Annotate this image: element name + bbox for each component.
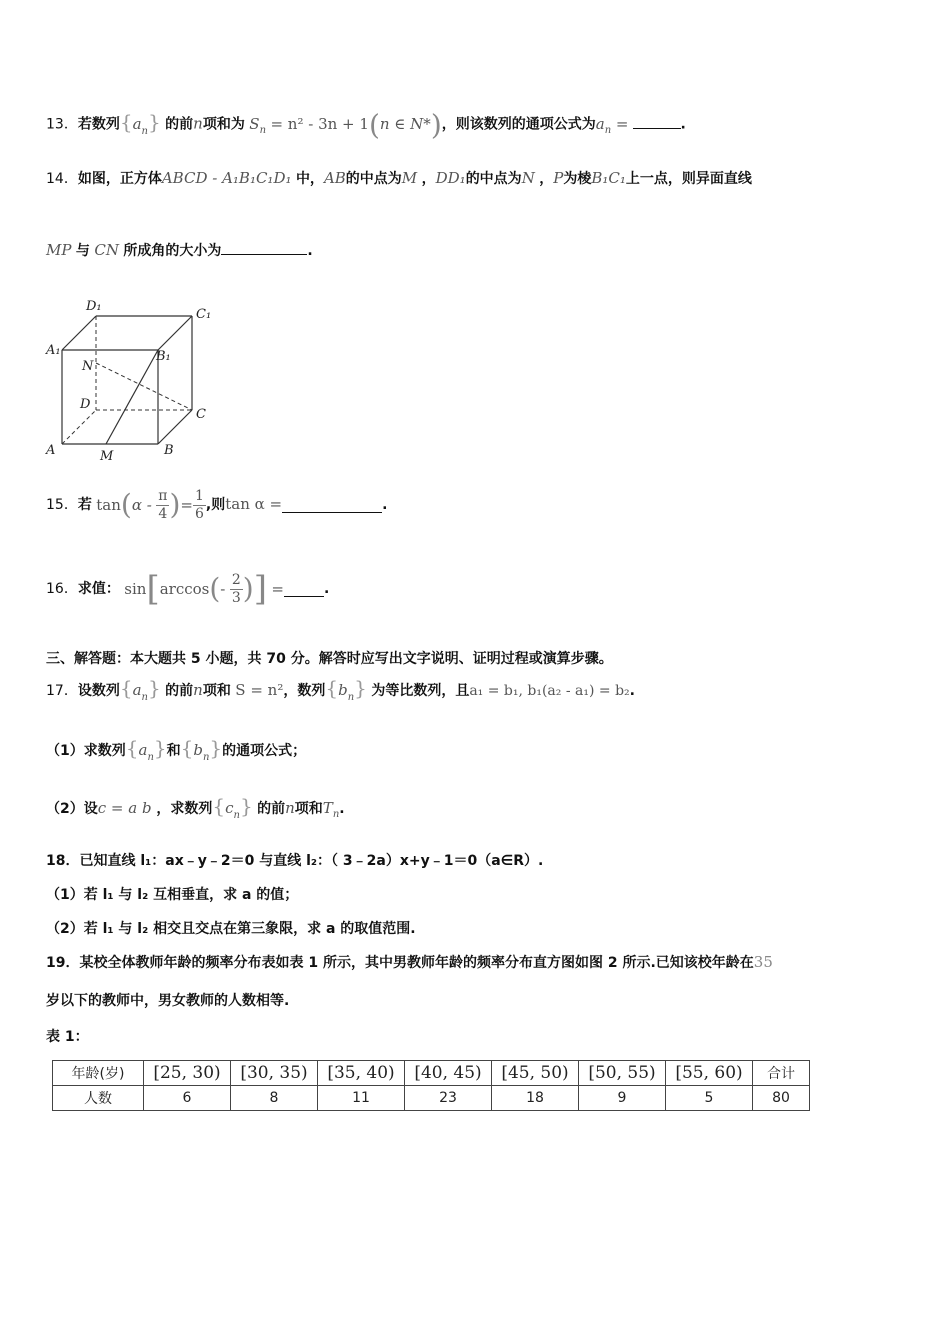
q13-n: n <box>193 114 203 133</box>
q16-number: 16． <box>46 581 78 597</box>
q14-number: 14． <box>46 171 78 187</box>
q15-number: 15． <box>46 497 78 513</box>
q17-number: 17． <box>46 683 78 699</box>
q15-answer-blank[interactable] <box>282 498 382 513</box>
q16-answer-blank[interactable] <box>284 582 324 597</box>
q16-two-thirds: $\frac{2}{3}$ <box>231 571 241 606</box>
q17-part1: （1）求数列$\{a_n\}$和$\{b_n\}$的通项公式； <box>46 736 307 763</box>
q19-line2: 岁以下的教师中，男女教师的人数相等. <box>46 993 290 1009</box>
section-3-heading: 三、解答题：本大题共 5 小题，共 70 分。解答时应写出文字说明、证明过程或演算步骤。 <box>46 651 613 667</box>
q17-line: 17．设数列$\{a_n\}$ 的前n项和 S = n²，数列$\{b_n\}$ 为等比数列，且a₁ = b₁, b₁(a₂ - a₁) = b₂. <box>46 676 635 703</box>
q13-formula: $S_n = n^2 - 3n + 1(n$ ∈ N*) <box>249 108 442 141</box>
q14-cube: ABCD - A₁B₁C₁D₁ <box>161 169 292 187</box>
label-A1: A₁ <box>46 343 61 358</box>
label-B1: B₁ <box>156 349 171 364</box>
q15-pi-over-4: $\frac{\pi}{4}$ <box>158 487 168 522</box>
q13-answer-blank[interactable] <box>633 114 681 129</box>
q14-answer-blank[interactable] <box>221 240 307 255</box>
q15-line: 15．若 tan(α - $\frac{\pi}{4}$ )= $\frac{1}{6}$ ,则tan α = . <box>46 487 388 522</box>
q14-line2: MP 与 CN 所成角的大小为 . <box>46 241 313 259</box>
label-M: M <box>100 449 114 464</box>
q13-text2: 的前 <box>165 116 194 133</box>
label-C: C <box>196 407 206 422</box>
label-N: N <box>82 359 94 374</box>
q18-line1: 18．已知直线 l₁：ax﹣y﹣2＝0 与直线 l₂：（ 3﹣2a）x+y﹣1＝0（a∈R）. <box>46 853 544 869</box>
q16-line: 16．求值： sin[arccos(- $\frac{2}{3}$ )] = . <box>46 569 330 609</box>
cube-figure <box>40 292 220 467</box>
label-D1: D₁ <box>86 299 102 314</box>
q13-number: 13． <box>46 116 78 133</box>
q13-text: 若数列 <box>77 116 120 133</box>
q13-text4: ，则该数列的通项公式为 <box>441 116 596 133</box>
table-data-row: 人数 6 8 11 23 18 9 5 80 <box>53 1086 810 1111</box>
q17-part2: （2）设c = a b ，求数列$\{c_n\}$ 的前n项和$T_n$. <box>46 794 345 821</box>
table-header-row: 年龄(岁) [25, 30) [30, 35) [35, 40) [40, 45) [45, 50) [50, 55) [55, 60) 合计 <box>53 1061 810 1086</box>
q13-an: $a_n$ = <box>595 114 629 136</box>
q15-one-sixth: $\frac{1}{6}$ <box>195 487 204 522</box>
q19-line1: 19．某校全体教师年龄的频率分布表如表 1 所示，其中男教师年龄的频率分布直方图如图 2 所示.已知该校年龄在35 <box>46 953 773 971</box>
q18-line2: （1）若 l₁ 与 l₂ 互相垂直，求 a 的值； <box>46 887 299 903</box>
q13-text3: 项和为 <box>202 116 245 133</box>
q14-line1: 14．如图，正方体ABCD - A₁B₁C₁D₁ 中，AB的中点为M ，DD₁的中点为N ，P为棱B₁C₁上一点，则异面直线 <box>46 169 752 187</box>
label-C1: C₁ <box>196 307 212 322</box>
q13-seq: $\{a_n\}$ <box>119 109 161 137</box>
table-1 <box>52 1060 810 1111</box>
q13-line: 13．若数列$\{a_n\}$ 的前n项和为 $S_n = n^2 - 3n + 1(n$ ∈ N*)，则该数列的通项公式为$a_n$ = . <box>46 108 686 141</box>
q18-line3: （2）若 l₁ 与 l₂ 相交且交点在第三象限，求 a 的取值范围. <box>46 921 416 937</box>
label-B: B <box>164 443 174 458</box>
table1-label: 表 1： <box>46 1029 89 1045</box>
label-A: A <box>46 443 56 458</box>
label-D: D <box>80 397 91 412</box>
